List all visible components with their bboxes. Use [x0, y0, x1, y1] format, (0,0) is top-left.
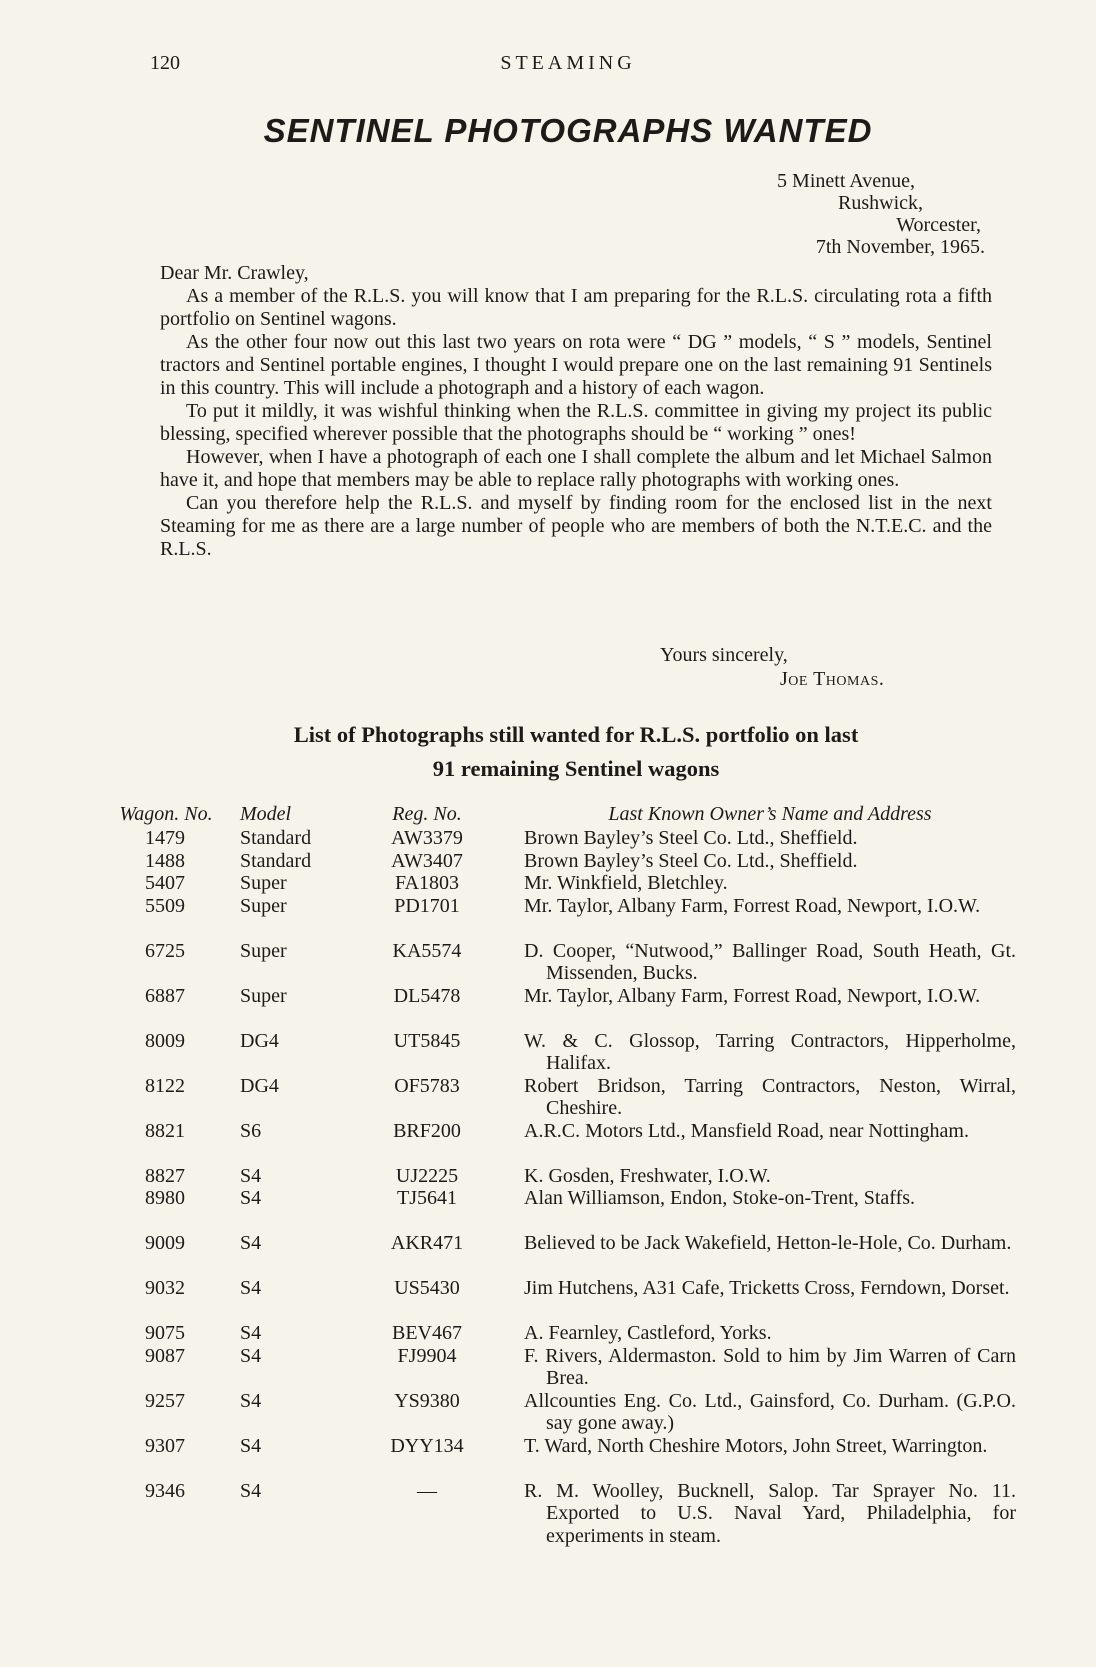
- wagon-model: S4: [240, 1479, 262, 1502]
- owner-address: Mr. Winkfield, Bletchley.: [524, 872, 728, 894]
- registration-number: PD1701: [394, 894, 460, 917]
- wagon-number: 5509: [145, 894, 185, 917]
- signature: Joe Thomas.: [780, 668, 885, 690]
- owner-cell: [524, 1075, 1016, 1120]
- registration-number: FJ9904: [397, 1344, 457, 1367]
- owner-cell: [524, 985, 1016, 1008]
- owner-cell: [524, 872, 1016, 895]
- owner-cell: [524, 827, 1016, 850]
- wagon-model: S4: [240, 1164, 262, 1187]
- wagon-model: S4: [240, 1187, 262, 1209]
- wagon-number: 9087: [145, 1344, 185, 1367]
- sender-address: [150, 170, 985, 258]
- registration-number: BEV467: [392, 1322, 462, 1344]
- wagon-model: DG4: [240, 1029, 279, 1052]
- wagon-model: S4: [240, 1434, 262, 1457]
- registration-number: AW3379: [391, 827, 463, 849]
- wagon-number: 9346: [145, 1479, 185, 1502]
- owner-cell: [524, 895, 1016, 918]
- wagon-number: 6725: [145, 939, 185, 962]
- owner-cell: [524, 1165, 1016, 1188]
- wagon-model: Standard: [240, 827, 312, 849]
- letter-paragraph: As a member of the R.L.S. you will know that I am preparing for the R.L.S. circulating rota a fifth portfolio on Sentinel wagons.: [160, 285, 992, 330]
- owner-address: Jim Hutchens, A31 Cafe, Tricketts Cross, Ferndown, Dorset.: [524, 1277, 1010, 1299]
- owner-address: Alan Williamson, Endon, Stoke-on-Trent, Staffs.: [524, 1187, 916, 1209]
- wagon-number: 8980: [145, 1187, 185, 1209]
- wagon-model: Super: [240, 984, 287, 1007]
- registration-number: —: [417, 1479, 437, 1502]
- owner-cell: [524, 1120, 1016, 1143]
- registration-number: UT5845: [393, 1029, 461, 1052]
- list-heading-line: List of Photographs still wanted for R.L.S. portfolio on last: [293, 722, 859, 747]
- wagon-model: DG4: [240, 1074, 279, 1097]
- registration-number: YS9380: [394, 1389, 460, 1412]
- wagon-number: 8122: [145, 1074, 185, 1097]
- owner-address: Mr. Taylor, Albany Farm, Forrest Road, Newport, I.O.W.: [524, 894, 981, 917]
- article-title: SENTINEL PHOTOGRAPHS WANTED: [263, 112, 873, 149]
- list-heading-line: 91 remaining Sentinel wagons: [432, 756, 720, 781]
- owner-cell: [524, 1345, 1016, 1390]
- wagon-number: 5407: [145, 872, 185, 894]
- wagon-model: S6: [240, 1119, 262, 1142]
- letter-paragraph: However, when I have a photograph of each one I shall complete the album and let Michael Salmon have it, and hope that members may be able to replace rally photographs with working ones.: [160, 446, 992, 491]
- owner-address: Mr. Taylor, Albany Farm, Forrest Road, Newport, I.O.W.: [524, 984, 981, 1007]
- list-heading: [160, 718, 992, 786]
- owner-cell: [524, 1277, 1016, 1300]
- running-title: STEAMING: [500, 52, 636, 74]
- wagon-model: Super: [240, 894, 287, 917]
- address-line: Worcester,: [896, 214, 981, 236]
- registration-number: FA1803: [394, 872, 460, 894]
- owner-cell: [524, 1435, 1016, 1458]
- wagon-number: 9009: [145, 1232, 185, 1254]
- registration-number: DL5478: [393, 984, 461, 1007]
- table-header: [120, 803, 1020, 827]
- registration-number: AW3407: [391, 849, 463, 872]
- registration-number: KA5574: [392, 939, 462, 962]
- owner-address: R. M. Woolley, Bucknell, Salop. Tar Sprayer No. 11. Exported to U.S. Naval Yard, Philadelphia, for experiments in steam.: [524, 1479, 1016, 1547]
- wagon-number: 8827: [145, 1164, 185, 1187]
- wagon-model: S4: [240, 1322, 262, 1344]
- letter-paragraph: To put it mildly, it was wishful thinking when the R.L.S. committee in giving my project its public blessing, specified wherever possible that the photographs should be “ working ” ones!: [160, 400, 992, 445]
- wagon-number: 9032: [145, 1277, 185, 1299]
- registration-number: DYY134: [390, 1434, 464, 1457]
- owner-address: Robert Bridson, Tarring Contractors, Neston, Wirral, Cheshire.: [524, 1074, 1016, 1119]
- owner-address: Brown Bayley’s Steel Co. Ltd., Sheffield.: [524, 849, 858, 872]
- owner-cell: [524, 1480, 1016, 1548]
- column-header-owner: Last Known Owner’s Name and Address: [608, 803, 932, 825]
- wagon-number: 6887: [145, 984, 185, 1007]
- salutation: Dear Mr. Crawley,: [160, 262, 309, 284]
- wagon-model: S4: [240, 1232, 262, 1254]
- owner-address: Believed to be Jack Wakefield, Hetton-le-Hole, Co. Durham.: [524, 1232, 1012, 1254]
- wagon-number: 9075: [145, 1322, 185, 1344]
- owner-cell: [524, 1322, 1016, 1345]
- owner-address: A. Fearnley, Castleford, Yorks.: [524, 1322, 772, 1344]
- wagon-number: 1479: [145, 827, 185, 849]
- letter-closing: [160, 643, 992, 691]
- registration-number: AKR471: [390, 1232, 464, 1254]
- owner-cell: [524, 850, 1016, 873]
- letter-date: 7th November, 1965.: [815, 236, 985, 258]
- running-head: [150, 52, 986, 80]
- letter-body: [160, 262, 992, 561]
- wagon-number: 8009: [145, 1029, 185, 1052]
- owner-cell: [524, 1187, 1016, 1210]
- owner-address: T. Ward, North Cheshire Motors, John Street, Warrington.: [524, 1434, 988, 1457]
- letter-paragraph: As the other four now out this last two years on rota were “ DG ” models, “ S ” models, Sentinel tractors and Sentinel portable engines, I thought I would prepare one on the last remaining 91 Sentinels in this country. This will include a photograph and a history of each wagon.: [160, 331, 992, 399]
- wagon-model: S4: [240, 1389, 262, 1412]
- owner-cell: [524, 1390, 1016, 1435]
- owner-cell: [524, 1030, 1016, 1075]
- owner-address: A.R.C. Motors Ltd., Mansfield Road, near Nottingham.: [524, 1119, 969, 1142]
- wagon-number: 8821: [145, 1119, 185, 1142]
- wagon-number: 9307: [145, 1434, 185, 1457]
- owner-address: F. Rivers, Aldermaston. Sold to him by Jim Warren of Carn Brea.: [524, 1344, 1016, 1389]
- wagon-model: Super: [240, 872, 287, 894]
- owner-address: W. & C. Glossop, Tarring Contractors, Hipperholme, Halifax.: [524, 1029, 1016, 1074]
- owner-address: D. Cooper, “Nutwood,” Ballinger Road, South Heath, Gt. Missenden, Bucks.: [524, 939, 1016, 984]
- wagon-model: Super: [240, 939, 287, 962]
- address-line: 5 Minett Avenue,: [777, 170, 915, 192]
- registration-number: US5430: [394, 1277, 460, 1299]
- column-header-wagon: Wagon. No.: [119, 803, 213, 825]
- owner-address: Brown Bayley’s Steel Co. Ltd., Sheffield.: [524, 827, 858, 849]
- wagon-model: S4: [240, 1344, 262, 1367]
- column-header-model: Model: [240, 803, 292, 825]
- owner-cell: [524, 940, 1016, 985]
- wagon-model: S4: [240, 1277, 262, 1299]
- owner-address: Allcounties Eng. Co. Ltd., Gainsford, Co. Durham. (G.P.O. say gone away.): [524, 1389, 1016, 1434]
- registration-number: UJ2225: [395, 1164, 459, 1187]
- letter-paragraph: Can you therefore help the R.L.S. and myself by finding room for the enclosed list in the next Steaming for me as there are a large number of people who are members of both the N.T.E.C. and the R.L.S.: [160, 492, 992, 560]
- registration-number: BRF200: [393, 1119, 461, 1142]
- registration-number: OF5783: [394, 1074, 460, 1097]
- wagon-model: Standard: [240, 849, 312, 872]
- wagon-number: 1488: [145, 849, 185, 872]
- registration-number: TJ5641: [397, 1187, 457, 1209]
- closing-phrase: Yours sincerely,: [660, 644, 788, 666]
- column-header-reg: Reg. No.: [392, 803, 462, 825]
- page-number: 120: [150, 52, 180, 74]
- owner-address: K. Gosden, Freshwater, I.O.W.: [524, 1164, 771, 1187]
- address-line: Rushwick,: [838, 192, 923, 214]
- owner-cell: [524, 1232, 1016, 1255]
- wagon-number: 9257: [145, 1389, 185, 1412]
